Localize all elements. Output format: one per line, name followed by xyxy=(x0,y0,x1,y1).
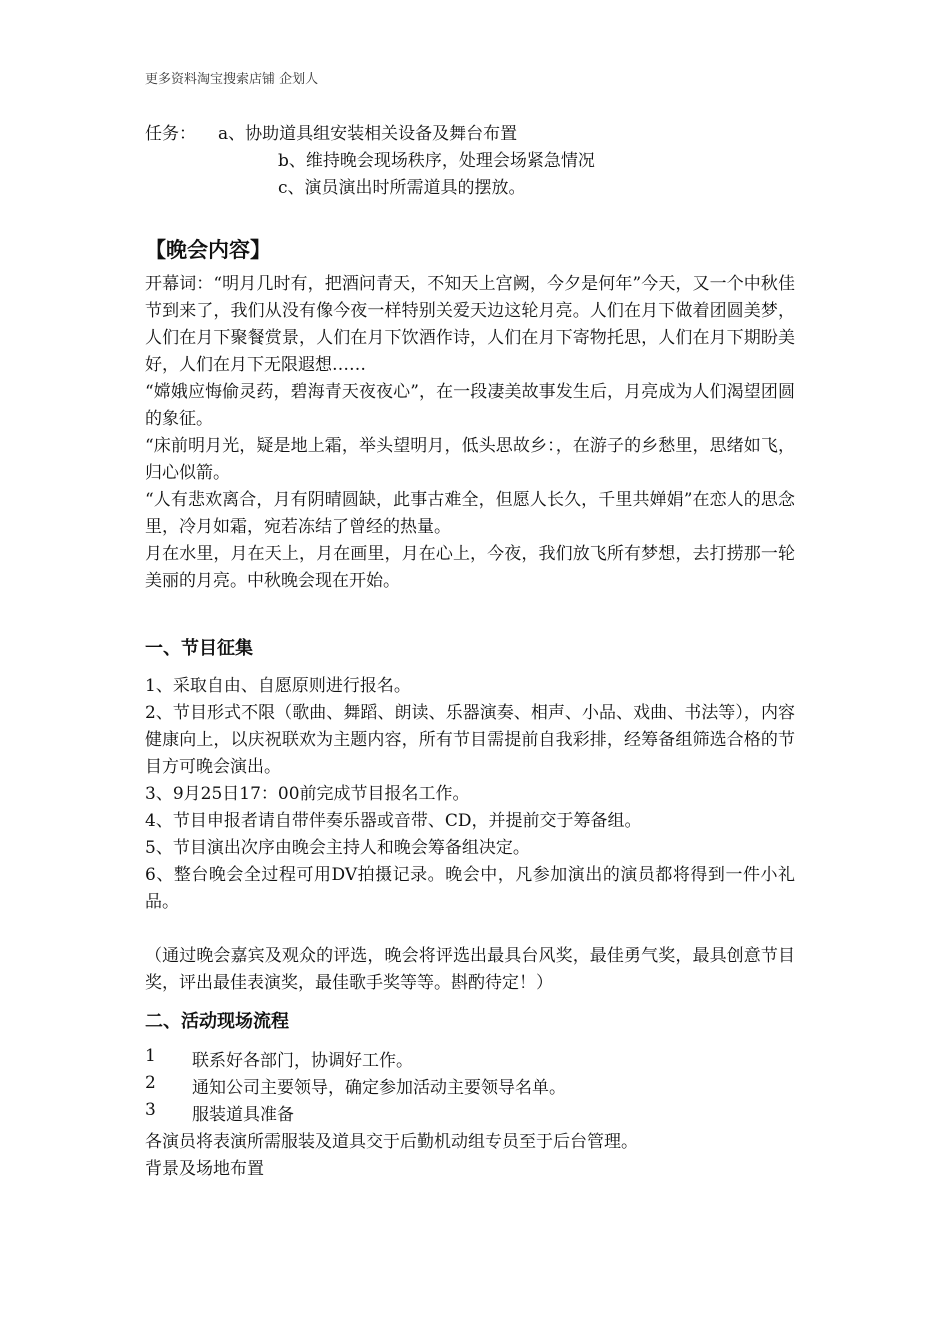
list-item: 4、节目申报者请自带伴奏乐器或音带、CD，并提前交于筹备组。 xyxy=(145,811,642,831)
task-item: a、协助道具组安装相关设备及舞台布置 xyxy=(218,124,518,144)
flow-line: 各演员将表演所需服装及道具交于后勤机动组专员至于后台管理。 xyxy=(145,1132,638,1152)
task-item: c、演员演出时所需道具的摆放。 xyxy=(278,178,526,198)
content-paragraph: 月在水里，月在天上，月在画里，月在心上，今夜，我们放飞所有梦想，去打捞那一轮美丽的月亮。中秋晚会现在开始。 xyxy=(145,544,795,591)
step-text: 联系好各部门，协调好工作。 xyxy=(192,1051,413,1071)
content-paragraph: “人有悲欢离合，月有阴晴圆缺，此事古难全，但愿人长久，千里共婵娟”在恋人的思念里，冷月如霜，宛若冻结了曾经的热量。 xyxy=(145,490,795,537)
section-title-content: 【晚会内容】 xyxy=(145,238,271,262)
content-paragraph: “床前明月光，疑是地上霜，举头望明月，低头思故乡：，在游子的乡愁里，思绪如飞，归心似箭。 xyxy=(145,436,795,483)
step-number: 2 xyxy=(145,1073,156,1093)
list-item: 1、采取自由、自愿原则进行报名。 xyxy=(145,676,411,696)
step-number: 3 xyxy=(145,1100,156,1120)
step-text: 服装道具准备 xyxy=(192,1105,294,1125)
step-text: 通知公司主要领导，确定参加活动主要领导名单。 xyxy=(192,1078,566,1098)
list-item: 5、节目演出次序由晚会主持人和晚会筹备组决定。 xyxy=(145,838,530,858)
list-item: 2、节目形式不限（歌曲、舞蹈、朗读、乐器演奏、相声、小品、戏曲、书法等），内容健康向上，以庆祝联欢为主题内容，所有节目需提前自我彩排，经筹备组筛选合格的节目方可晚会演出。 xyxy=(145,703,795,777)
list-item: 3、9月25日17：00前完成节目报名工作。 xyxy=(145,784,470,804)
section-title-event-flow: 二、活动现场流程 xyxy=(145,1011,289,1032)
task-item: b、维持晚会现场秩序，处理会场紧急情况 xyxy=(278,151,595,171)
award-note: （通过晚会嘉宾及观众的评选，晚会将评选出最具台风奖，最佳勇气奖，最具创意节目奖，评出最佳表演奖，最佳歌手奖等等。斟酌待定！） xyxy=(145,946,795,993)
content-paragraph: 开幕词：“明月几时有，把酒问青天，不知天上宫阙，今夕是何年”今天，又一个中秋佳节到来了，我们从没有像今夜一样特别关爱天边这轮月亮。人们在月下做着团圆美梦，人们在月下聚餐赏景，人们在月下饮酒作诗，人们在月下寄物托思，人们在月下期盼美好，人们在月下无限遐想…… xyxy=(145,274,795,375)
flow-line: 背景及场地布置 xyxy=(145,1159,264,1179)
header-note: 更多资料淘宝搜索店铺 企划人 xyxy=(145,72,319,87)
section-title-program-collection: 一、节目征集 xyxy=(145,638,253,659)
step-number: 1 xyxy=(145,1046,156,1066)
tasks-label: 任务： xyxy=(145,124,196,144)
content-paragraph: “嫦娥应悔偷灵药，碧海青天夜夜心”，在一段凄美故事发生后，月亮成为人们渴望团圆的象征。 xyxy=(145,382,795,429)
list-item: 6、整台晚会全过程可用DV拍摄记录。晚会中，凡参加演出的演员都将得到一件小礼品。 xyxy=(145,865,795,912)
